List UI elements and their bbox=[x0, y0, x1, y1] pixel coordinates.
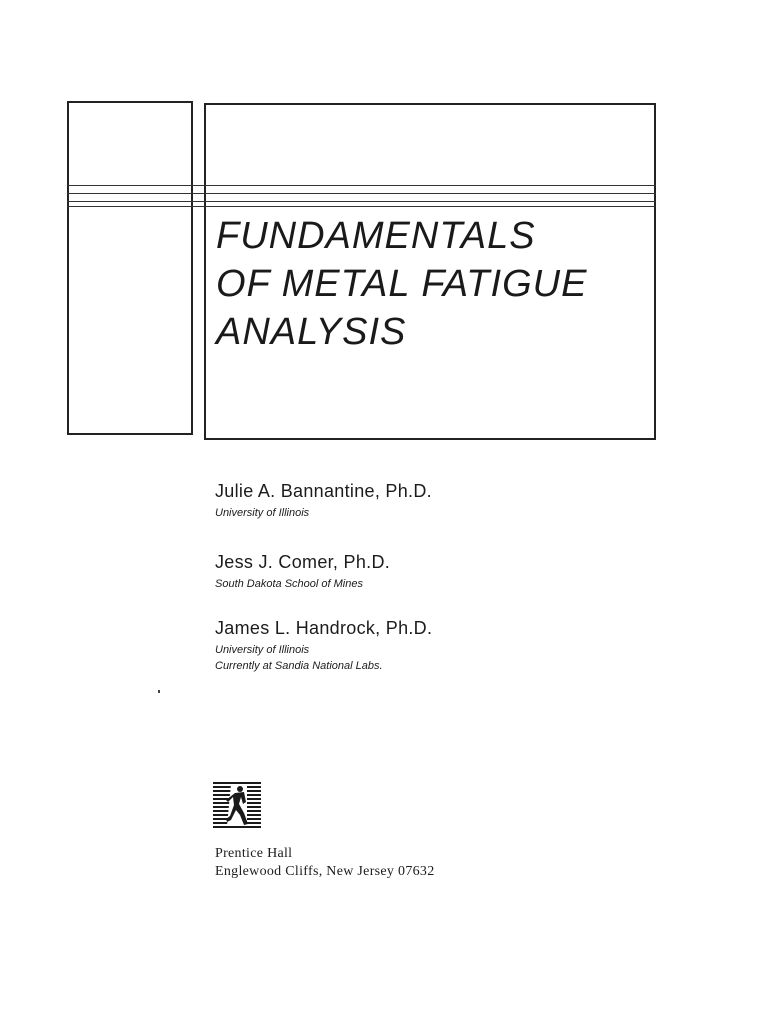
title-rule bbox=[67, 201, 656, 202]
prentice-hall-runner-logo bbox=[213, 780, 261, 830]
title-rule bbox=[67, 185, 656, 186]
title-rule bbox=[67, 193, 656, 194]
publisher-block bbox=[215, 845, 435, 881]
author-name: Julie A. Bannantine, Ph.D. bbox=[215, 481, 432, 501]
author-block bbox=[215, 617, 432, 674]
author-affiliation: University of Illinois bbox=[215, 507, 310, 519]
author-affiliation: South Dakota School of Mines bbox=[215, 578, 363, 590]
author-block bbox=[215, 480, 432, 521]
author-block bbox=[215, 551, 390, 592]
title-rule bbox=[67, 206, 656, 207]
book-title-line: OF METAL FATIGUE bbox=[216, 263, 588, 305]
author-name: Jess J. Comer, Ph.D. bbox=[215, 552, 391, 572]
publisher-name: Prentice Hall bbox=[215, 846, 293, 861]
title-frame-left bbox=[67, 101, 193, 435]
book-title-line: FUNDAMENTALS bbox=[216, 215, 536, 257]
book-title-line: ANALYSIS bbox=[216, 311, 407, 353]
author-affiliation: Currently at Sandia National Labs. bbox=[215, 660, 383, 672]
publisher-location: Englewood Cliffs, New Jersey 07632 bbox=[215, 864, 435, 879]
book-title bbox=[216, 212, 587, 356]
scan-speck bbox=[158, 690, 160, 693]
author-name: James L. Handrock, Ph.D. bbox=[215, 618, 433, 638]
author-affiliation: University of Illinois bbox=[215, 644, 310, 656]
